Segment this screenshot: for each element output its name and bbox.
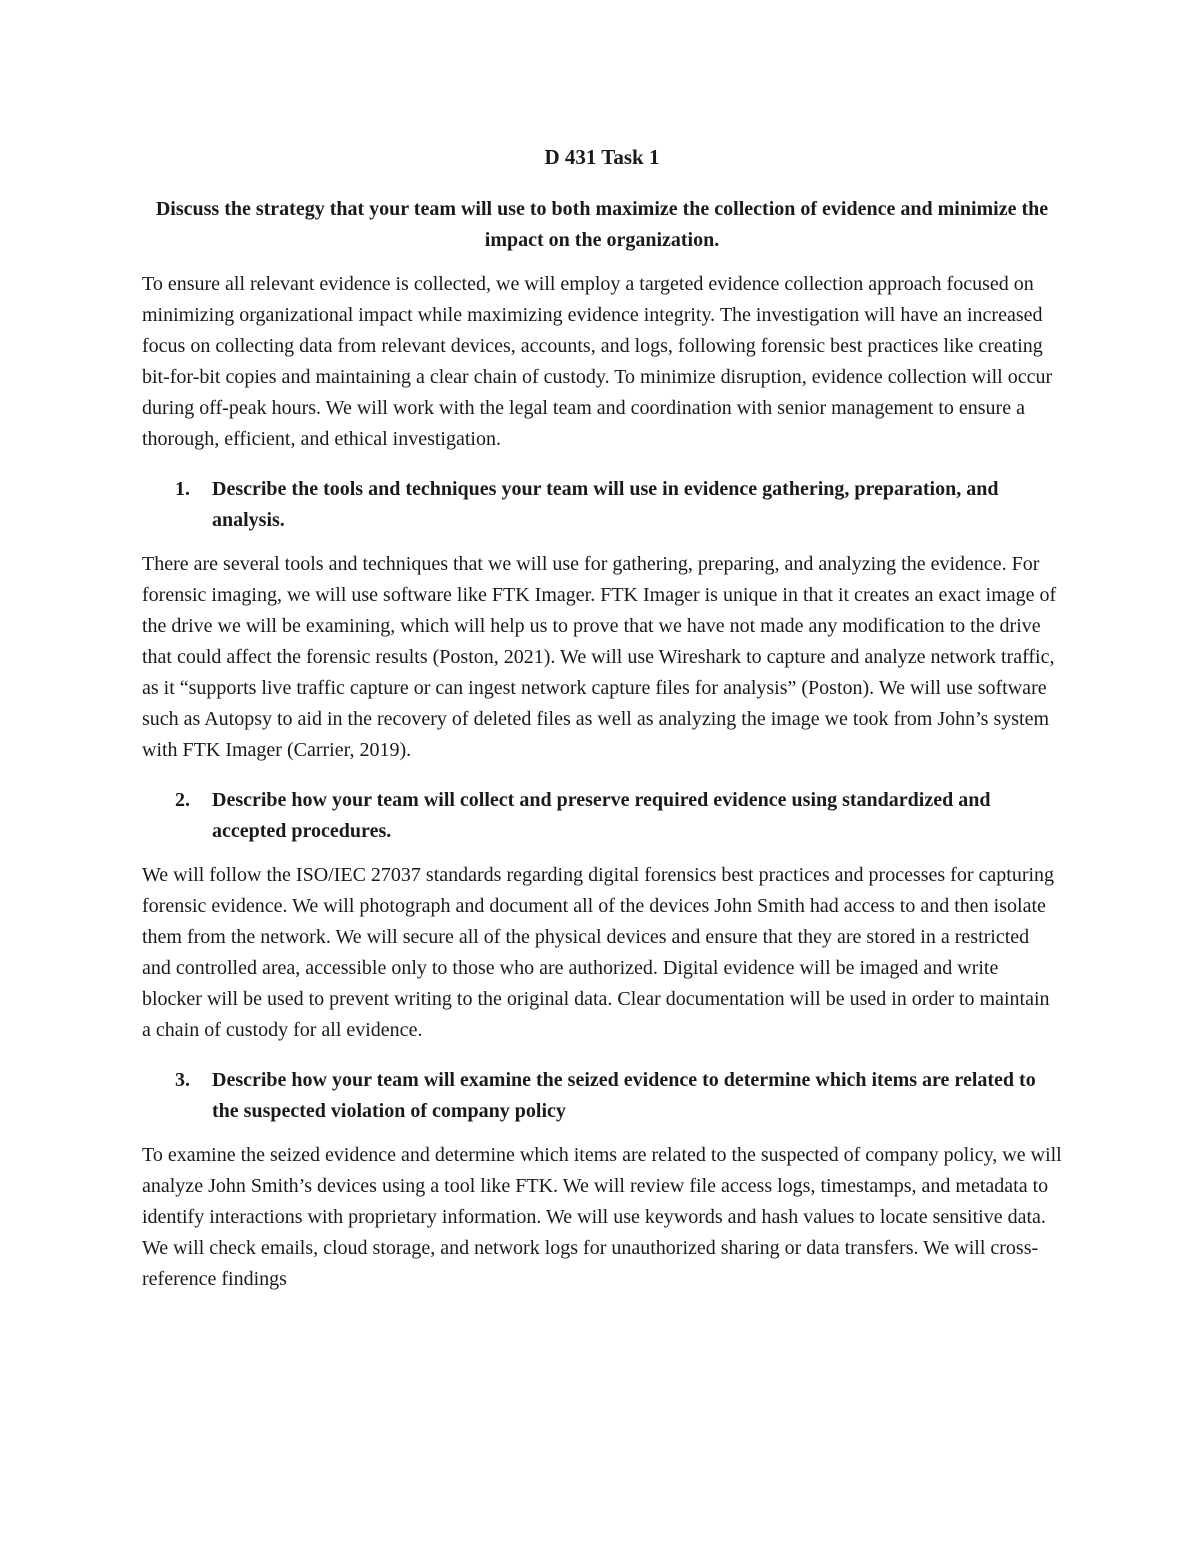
- section-2-heading-text: Describe how your team will collect and preserve required evidence using standardized and accepted procedures.: [212, 789, 991, 842]
- section-1-heading: [142, 474, 1062, 536]
- section-3-heading-text: Describe how your team will examine the seized evidence to determine which items are related to the suspected violation of company policy: [212, 1069, 1036, 1122]
- section-2-paragraph: We will follow the ISO/IEC 27037 standards regarding digital forensics best practices and processes for capturing forensic evidence. We will photograph and document all of the devices John Smith had access to and then isolate them from the network. We will secure all of the physical devices and ensure that they are stored in a restricted and controlled area, accessible only to those who are authorized. Digital evidence will be imaged and write blocker will be used to prevent writing to the original data. Clear documentation will be used in order to maintain a chain of custody for all evidence.: [142, 864, 1055, 1041]
- section-2-number: 2.: [175, 789, 190, 811]
- document-body: [142, 142, 1062, 1295]
- document-title: D 431 Task 1: [544, 145, 660, 169]
- intro-question: Discuss the strategy that your team will use to both maximize the collection of evidence and minimize the impact on the organization.: [155, 198, 1049, 251]
- section-1-heading-text: Describe the tools and techniques your team will use in evidence gathering, preparation, and analysis.: [212, 478, 999, 531]
- section-3-paragraph: To examine the seized evidence and determine which items are related to the suspected of company policy, we will analyze John Smith’s devices using a tool like FTK. We will review file access logs, timestamps, and metadata to identify interactions with proprietary information. We will use keywords and hash values to locate sensitive data. We will check emails, cloud storage, and network logs for unauthorized sharing or data transfers. We will cross-reference findings: [142, 1144, 1062, 1290]
- section-3-heading: [142, 1065, 1062, 1127]
- section-2-heading: [142, 785, 1062, 847]
- section-1-number: 1.: [175, 478, 190, 500]
- section-3-number: 3.: [175, 1069, 190, 1091]
- section-1-paragraph: There are several tools and techniques that we will use for gathering, preparing, and analyzing the evidence. For forensic imaging, we will use software like FTK Imager. FTK Imager is unique in that it creates an exact image of the drive we will be examining, which will help us to prove that we have not made any modification to the drive that could affect the forensic results (Poston, 2021). We will use Wireshark to capture and analyze network traffic, as it “supports live traffic capture or can ingest network capture files for analysis” (Poston). We will use software such as Autopsy to aid in the recovery of deleted files as well as analyzing the image we took from John’s system with FTK Imager (Carrier, 2019).: [142, 553, 1057, 761]
- intro-answer-paragraph: To ensure all relevant evidence is collected, we will employ a targeted evidence collection approach focused on minimizing organizational impact while maximizing evidence integrity. The investigation will have an increased focus on collecting data from relevant devices, accounts, and logs, following forensic best practices like creating bit-for-bit copies and maintaining a clear chain of custody. To minimize disruption, evidence collection will occur during off-peak hours. We will work with the legal team and coordination with senior management to ensure a thorough, efficient, and ethical investigation.: [142, 273, 1053, 450]
